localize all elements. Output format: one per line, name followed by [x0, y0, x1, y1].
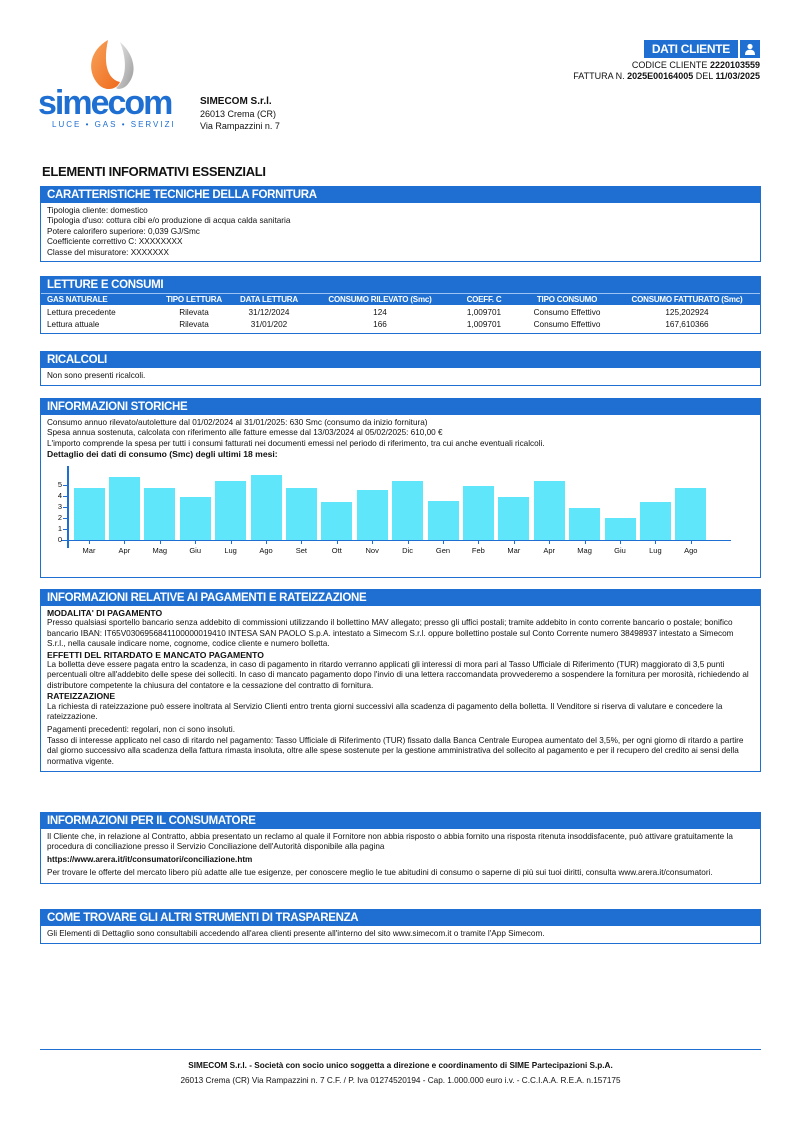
section-title: INFORMAZIONI RELATIVE AI PAGAMENTI E RATEIZZAZIONE: [41, 590, 760, 606]
dati-cliente-label: DATI CLIENTE: [644, 40, 738, 58]
y-tick-label: 5: [57, 479, 62, 489]
table-cell: 31/12/2024: [248, 308, 290, 317]
storiche-line: Consumo annuo rilevato/autoletture dal 01/02/2024 al 31/01/2025: 630 Smc (consumo da inizio fornitura): [47, 418, 428, 427]
x-tick-label: Mag: [577, 545, 592, 555]
section-title: COME TROVARE GLI ALTRI STRUMENTI DI TRASPARENZA: [41, 910, 760, 926]
company-name: SIMECOM S.r.l.: [200, 96, 272, 107]
y-axis: [67, 466, 69, 548]
x-tick: [408, 540, 409, 544]
invoice-number: 2025E00164005: [627, 71, 694, 81]
modalita-title: MODALITA' DI PAGAMENTO: [47, 608, 163, 618]
customer-code-label: CODICE CLIENTE: [631, 60, 708, 70]
x-tick: [443, 540, 444, 544]
chart-bar: [605, 518, 636, 540]
section-pagamenti: [40, 589, 761, 772]
chart-bar: [321, 502, 352, 539]
letture-header-row: [41, 293, 760, 305]
chart-bar: [180, 497, 211, 540]
x-tick: [620, 540, 621, 544]
section-body: [41, 203, 760, 261]
section-body: [41, 829, 760, 883]
section-body: [41, 606, 760, 771]
table-cell: 124: [373, 308, 387, 317]
chart-bar: [428, 501, 459, 540]
header-cell: DATA LETTURA: [240, 295, 298, 304]
x-tick-label: Ott: [331, 545, 342, 555]
logo-brand: simecom: [38, 84, 172, 122]
x-tick: [372, 540, 373, 544]
x-tick: [160, 540, 161, 544]
table-cell: Lettura attuale: [47, 320, 100, 329]
footer: [40, 1058, 761, 1088]
footer-line-1: SIMECOM S.r.l. - Società con socio unico soggetta a direzione e coordinamento di SIME Partecipazioni S.p.A.: [188, 1061, 613, 1070]
x-axis: [61, 540, 731, 542]
y-tick-label: 4: [57, 490, 62, 500]
section-ricalcoli: [40, 351, 761, 386]
car-line: Coefficiente correttivo C: XXXXXXXX: [47, 237, 183, 247]
section-title: CARATTERISTICHE TECNICHE DELLA FORNITURA: [41, 187, 760, 203]
section-body: [41, 415, 760, 562]
modalita-text: Presso qualsiasi sportello bancario senza addebito di commissioni utilizzando il bollettino MAV allegato; presso gli uffici postali; tramite addebito in conto corrente bancario o postale; bonifico bancario IBAN: IT65V0306956841100000019410 INTESA SAN PAOLO S.p.A. intestato a Simecom S.r.l. oppure bollettino postale sul Conto Corrente numero 38498937 intestato a Simecom S.r.l., nella causale indicare nome, cognome, codice cliente e numero bolletta.: [47, 618, 734, 649]
chart-bar: [569, 508, 600, 540]
consumption-chart: [47, 462, 747, 562]
simecom-logo: [38, 36, 188, 132]
user-icon: [740, 40, 760, 58]
x-tick: [478, 540, 479, 544]
car-line: Tipologia cliente: domestico: [47, 206, 148, 215]
car-line: Potere calorifero superiore: 0,039 GJ/Smc: [47, 226, 200, 236]
footer-divider: [40, 1049, 761, 1050]
storiche-line: Spesa annua sostenuta, calcolata con riferimento alle fatture emesse dal 13/03/2024 al 05/02/2025: 610,00 €: [47, 428, 443, 438]
x-tick-label: Lug: [224, 545, 237, 555]
header-cell: COEFF. C: [466, 295, 502, 304]
consumatore-text: Il Cliente che, in relazione al Contratto, abbia presentato un reclamo al quale il Fornitore non abbia risposto o abbia fornito una risposta ritenuta insoddisfacente, può attivare gratuitamente la procedura di conciliazione presso il Servizio Conciliazione dell'Autorità disponibile alla pagina: [47, 832, 733, 852]
y-tick: [63, 529, 67, 530]
x-tick: [124, 540, 125, 544]
x-tick-label: Apr: [118, 545, 131, 555]
x-tick: [691, 540, 692, 544]
chart-bar: [463, 486, 494, 540]
x-tick: [266, 540, 267, 544]
x-tick: [585, 540, 586, 544]
table-cell: Rilevata: [179, 308, 209, 317]
header-cell: CONSUMO RILEVATO (Smc): [328, 295, 432, 304]
table-cell: 31/01/202: [250, 320, 288, 329]
x-tick: [301, 540, 302, 544]
table-cell: Lettura precedente: [47, 308, 116, 317]
y-tick-label: 3: [57, 501, 62, 511]
chart-bar: [251, 475, 282, 540]
page-title: ELEMENTI INFORMATIVI ESSENZIALI: [42, 164, 266, 179]
company-info: [200, 96, 280, 132]
section-title: INFORMAZIONI STORICHE: [41, 399, 760, 415]
section-body: [41, 368, 760, 385]
logo-tagline: LUCE • GAS • SERVIZI: [52, 120, 176, 129]
table-cell: 166: [373, 320, 387, 329]
x-tick-label: Giu: [614, 545, 626, 555]
chart-bar: [498, 497, 529, 540]
section-letture: [40, 276, 761, 334]
trasparenza-text: Gli Elementi di Dettaglio sono consultabili accedendo all'area clienti presente all'interno del sito www.simecom.it o tramite l'App Simecom.: [47, 929, 545, 938]
chart-bar: [109, 477, 140, 540]
chart-bar: [74, 488, 105, 540]
section-title: RICALCOLI: [41, 352, 760, 368]
x-tick-label: Dic: [402, 545, 414, 555]
interesse-text: Tasso di interesse applicato nel caso di ritardo nel pagamento: Tasso Ufficiale di Riferimento (TUR) fissato dalla Banca Centrale Europea aumentato del 3,5%, per ogni giorno di ritardo a partire dal giorno successivo alla scadenza della fattura rimasta insoluta, oltre alle spese sostenute per la gestione amministrativa del sollecito al pagamento e per il recupero del credito ai sensi della normativa vigente.: [47, 735, 744, 766]
section-title: LETTURE E CONSUMI: [41, 277, 760, 293]
x-tick-label: Nov: [365, 545, 379, 555]
table-cell: Consumo Effettivo: [533, 320, 601, 329]
x-tick-label: Giu: [189, 545, 202, 555]
invoice-date-label: DEL: [695, 71, 713, 81]
y-tick: [63, 507, 67, 508]
x-tick: [337, 540, 338, 544]
chart-bar: [286, 488, 317, 540]
chart-bar: [144, 488, 175, 540]
customer-code: 2220103559: [709, 60, 760, 70]
chart-bar: [392, 481, 423, 539]
y-tick: [63, 496, 67, 497]
table-cell: 1,009701: [466, 320, 502, 329]
company-city: 26013 Crema (CR): [200, 109, 277, 119]
chart-bar: [534, 481, 565, 539]
ricalcoli-text: Non sono presenti ricalcoli.: [47, 371, 146, 380]
y-tick-label: 2: [57, 512, 62, 522]
footer-line-2: 26013 Crema (CR) Via Rampazzini n. 7 C.F. / P. Iva 01274520194 - Cap. 1.000.000 euro i.v. - C.C.I.A.A. R.E.A. n.157175: [180, 1076, 621, 1085]
x-tick-label: Gen: [435, 545, 451, 555]
x-tick-label: Ago: [684, 545, 698, 555]
table-row: [41, 319, 760, 331]
car-line: Tipologia d'uso: cottura cibi e/o produzione di acqua calda sanitaria: [47, 216, 291, 226]
section-consumatore: [40, 812, 761, 884]
x-tick-label: Ago: [259, 545, 273, 555]
chart-bar: [675, 488, 706, 540]
y-tick-label: 1: [57, 523, 62, 533]
invoice-date: 11/03/2025: [715, 71, 760, 81]
table-cell: 1,009701: [466, 308, 502, 317]
customer-code-line: [573, 60, 760, 71]
table-cell: Rilevata: [179, 320, 209, 329]
consumatore-text-2: Per trovare le offerte del mercato libero più adatte alle tue esigenze, per conoscere meglio le tue abitudini di consumo o saperne di più sui tuoi diritti, consulta www.arera.it/consumatori.: [47, 868, 713, 878]
dati-cliente-badge: [644, 40, 760, 58]
x-tick: [89, 540, 90, 544]
ritardo-title: EFFETTI DEL RITARDATO E MANCATO PAGAMENTO: [47, 649, 264, 660]
x-tick-label: Set: [295, 545, 308, 555]
section-body: [41, 926, 760, 943]
car-line: Classe del misuratore: XXXXXXX: [47, 247, 169, 257]
y-tick: [63, 540, 67, 541]
storiche-line: L'importo comprende la spesa per tutti i consumi fatturati nei documenti emessi nel periodo di riferimento, tra cui anche eventuali ricalcoli.: [47, 438, 545, 448]
table-row: [41, 307, 760, 319]
chart-bar: [215, 481, 246, 539]
rateizzazione-title: RATEIZZAZIONE: [47, 691, 116, 702]
ritardo-text: La bolletta deve essere pagata entro la scadenza, in caso di pagamento in ritardo verranno applicati gli interessi di mora pari al Tasso Ufficiale di Riferimento (TUR) maggiorato di 3,5 punti percentuali oltre all'addebito delle spese dei solleciti. In caso di mancato pagamento dopo l'invio di una lettera raccomandata provvederemo a sospendere la fornitura per morosità, richiedendo al distributore competente la chiusura del contatore e la cessazione del contratto di fornitura.: [47, 660, 749, 690]
company-address: Via Rampazzini n. 7: [200, 121, 280, 131]
invoice-line: [573, 71, 760, 82]
x-tick: [514, 540, 515, 544]
x-tick-label: Feb: [471, 545, 485, 555]
table-cell: 125,202924: [665, 308, 709, 317]
customer-data: [573, 40, 760, 82]
x-tick: [231, 540, 232, 544]
precedenti-text: Pagamenti precedenti: regolari, non ci sono insoluti.: [47, 725, 235, 735]
section-trasparenza: [40, 909, 761, 944]
chart-bar: [640, 502, 671, 539]
header-cell: TIPO CONSUMO: [536, 295, 598, 304]
x-tick: [655, 540, 656, 544]
x-tick: [549, 540, 550, 544]
x-tick-label: Mag: [152, 545, 168, 555]
table-cell: 167,610366: [665, 320, 709, 329]
x-tick-label: Mar: [507, 545, 521, 555]
chart-bar: [357, 490, 388, 540]
x-tick-label: Lug: [649, 545, 662, 555]
y-tick: [63, 518, 67, 519]
x-tick-label: Apr: [543, 545, 556, 555]
x-tick-label: Mar: [82, 545, 96, 555]
chart-caption: Dettaglio dei dati di consumo (Smc) degli ultimi 18 mesi:: [47, 449, 278, 460]
header-cell: TIPO LETTURA: [166, 295, 222, 304]
y-tick-label: 0: [57, 534, 62, 544]
x-tick: [195, 540, 196, 544]
header-cell: CONSUMO FATTURATO (Smc): [631, 295, 743, 304]
y-tick: [63, 485, 67, 486]
section-storiche: [40, 398, 761, 578]
rateizzazione-text: La richiesta di rateizzazione può essere inoltrata al Servizio Clienti entro trenta giorni successivi alla scadenza di pagamento della bolletta. Il Venditore si riserva di valutare e concedere la rateizzazione.: [47, 701, 723, 722]
header-cell: GAS NATURALE: [47, 295, 108, 304]
invoice-prefix: FATTURA N.: [573, 71, 625, 81]
section-caratteristiche: [40, 186, 761, 262]
conciliazione-link[interactable]: https://www.arera.it/it/consumatori/conciliazione.htm: [47, 854, 253, 864]
section-title: INFORMAZIONI PER IL CONSUMATORE: [41, 813, 760, 829]
table-cell: Consumo Effettivo: [533, 308, 601, 317]
